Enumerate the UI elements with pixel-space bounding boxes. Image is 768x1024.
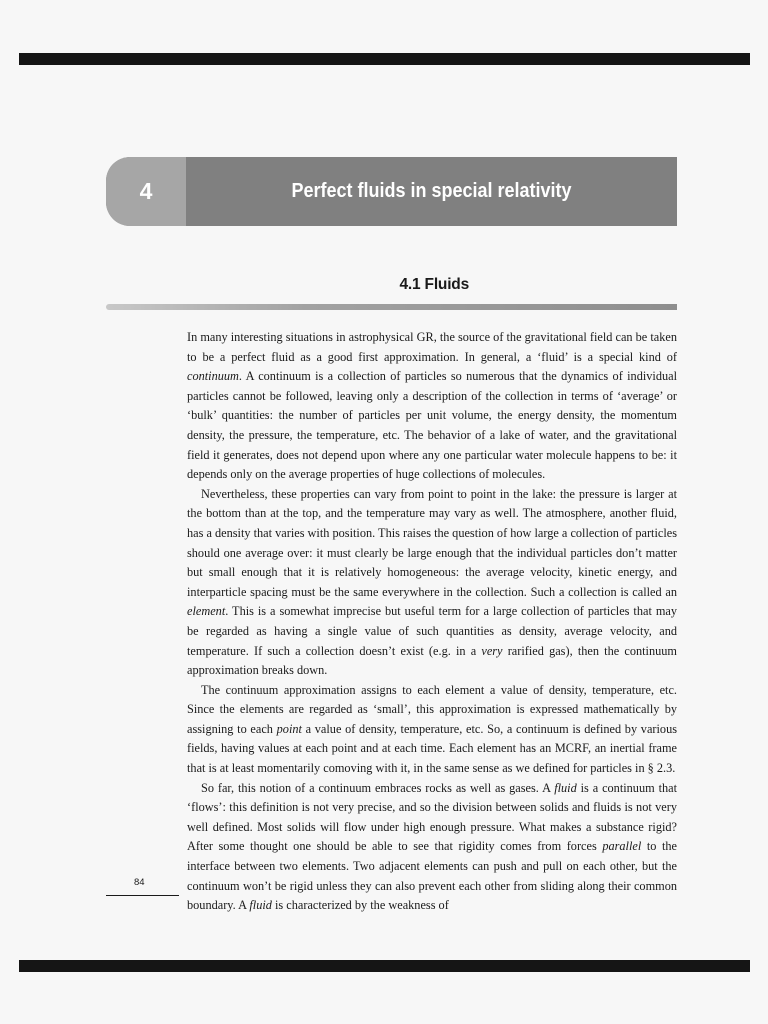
top-border-bar (19, 53, 750, 65)
paragraph (187, 779, 677, 916)
text-run: . A continuum is a collection of particles so numerous that the dynamics of individual particles cannot be followed, leaving only a description of the collection in terms of ‘average’ or ‘bulk’ quantities: the number of particles per unit volume, the energy density, the momentum density, the pressure, the temperature, etc. The behavior of a lake of water, and the gravitational field it generates, does not depend upon where any one particular water molecule happens to be: it depends only on the average properties of huge collections of molecules. (187, 369, 677, 482)
page-number-rule (106, 895, 179, 896)
italic-term: continuum (187, 369, 239, 384)
text-run: Nevertheless, these properties can vary from point to point in the lake: the pressure is larger at the bottom than at the top, and the temperature may vary as well. The atmosphere, another fluid, has a density that varies with position. This raises the question of how large a collection of particles should one average over: it must clearly be large enough that the individual particles don’t matter but small enough that it is relatively homogeneous: the average velocity, kinetic energy, and interparticle spacing must be the same everywhere in the collection. Such a collection is called an (187, 486, 677, 599)
body-text (187, 328, 677, 916)
section-heading: 4.1 Fluids (399, 276, 469, 293)
italic-term: fluid (554, 780, 577, 795)
italic-term: fluid (249, 898, 272, 913)
text-run: In many interesting situations in astrophysical GR, the source of the gravitational field can be taken to be a perfect fluid as a good first approximation. In general, a ‘fluid’ is a special kind of (187, 330, 677, 364)
text-run: is characterized by the weakness of (271, 898, 449, 913)
text-run: a value of density, temperature, etc. So, a continuum is defined by various fields, having values at each point and at each time. Each element has an MCRF, an inertial frame that is at least momentarily comoving with it, in the same sense as we defined for particles in § 2.3. (187, 721, 678, 776)
text-run: is a continuum that ‘flows’: this definition is not very precise, and so the division between solids and fluids is not very well defined. Most solids will flow under high enough pressure. What makes a substance rigid? After some thought one should be able to see that rigidity comes from forces (187, 780, 678, 854)
text-run: to the interface between two elements. Two adjacent elements can push and pull on each other, but the continuum won’t be rigid unless they can also prevent each other from sliding along their common boundary. A (187, 839, 677, 913)
paragraph (187, 681, 677, 779)
text-run: The continuum approximation assigns to each element a value of density, temperature, etc. Since the elements are regarded as ‘small’, this approximation is expressed mathematically by assigning to each (187, 682, 677, 736)
page-number: 84 (134, 877, 145, 888)
paragraph (187, 485, 677, 681)
chapter-number-box (106, 157, 186, 226)
bottom-border-bar (19, 960, 750, 972)
section-rule (106, 304, 677, 310)
text-run: . This is a somewhat imprecise but useful term for a large collection of particles that may be regarded as having a single value of such quantities as density, average velocity, and temperature. If such a collection doesn’t exist (e.g. in a (187, 604, 677, 658)
text-run: So far, this notion of a continuum embraces rocks as well as gases. A (201, 780, 555, 795)
chapter-title: Perfect fluids in special relativity (291, 180, 572, 202)
italic-term: parallel (602, 839, 642, 854)
paragraph (187, 328, 677, 485)
chapter-number: 4 (139, 178, 153, 204)
italic-term: very (481, 643, 503, 658)
text-run: rarified gas), then the continuum approximation breaks down. (187, 643, 677, 678)
chapter-header-band (106, 157, 677, 226)
italic-term: element (187, 604, 226, 619)
italic-term: point (276, 721, 302, 736)
